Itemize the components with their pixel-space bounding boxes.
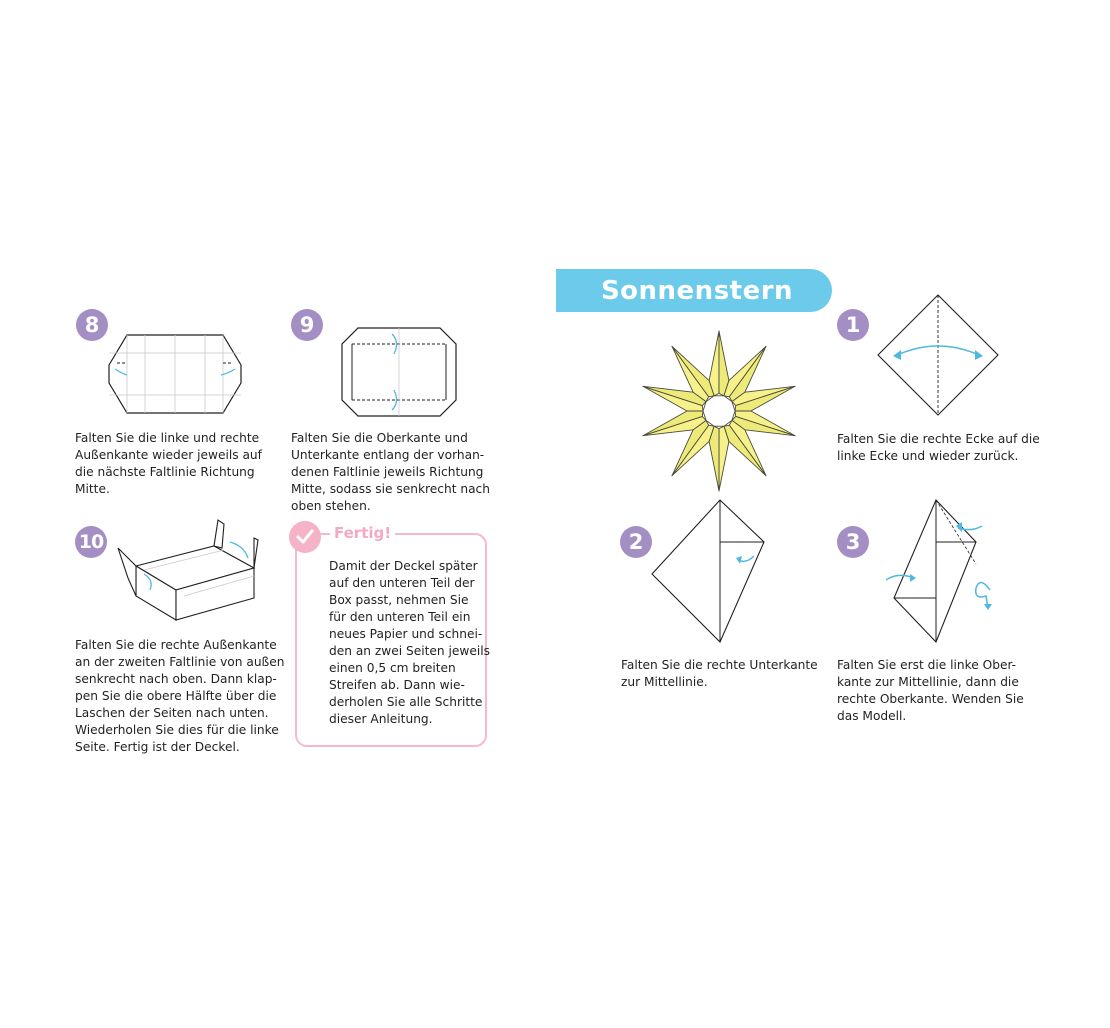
step-number-2: 2: [620, 526, 652, 558]
check-icon: [289, 521, 321, 553]
step-2-text: Falten Sie die rechte Unterkante zur Mittellinie.: [621, 658, 818, 689]
step-9-text: Falten Sie die Oberkante und Unterkante entlang der vorhan- denen Faltlinie jeweils Richtung Mitte, sodass sie senkrecht nach oben stehen.: [291, 431, 490, 513]
step-number-3: 3: [837, 526, 869, 558]
step-9-diagram: [340, 326, 460, 418]
fertig-text: Damit der Deckel später auf den unteren Teil der Box passt, nehmen Sie für den unteren Teil ein neues Papier und schnei- den an zwei Seiten jeweils einen 0,5 cm breiten Streifen ab. Dann wie- derholen Sie alle Schritte dieser Anleitung.: [329, 559, 490, 726]
star-ray-left: [719, 426, 729, 491]
step-1-diagram: [877, 294, 999, 416]
section-title-banner: Sonnenstern: [556, 269, 832, 312]
step-10-diagram: [114, 518, 260, 626]
step-number-8: 8: [76, 309, 108, 341]
step-number-9: 9: [291, 309, 323, 341]
fertig-title: Fertig!: [330, 524, 395, 542]
step-8-text: Falten Sie die linke und rechte Außenkante wieder jeweils auf die nächste Faltlinie Richtung Mitte.: [75, 431, 262, 496]
step-number-1: 1: [837, 309, 869, 341]
sonnenstern-star-image: [636, 330, 802, 492]
step-2-diagram: [650, 498, 766, 644]
step-3-diagram: [882, 498, 1008, 646]
step-8-diagram: [107, 333, 243, 415]
step-3-text: Falten Sie erst die linke Ober- kante zur Mittellinie, dann die rechte Oberkante. Wenden Sie das Modell.: [837, 658, 1024, 723]
step-1-text: Falten Sie die rechte Ecke auf die linke Ecke und wieder zurück.: [837, 432, 1040, 463]
step-number-10: 10: [75, 526, 107, 558]
step-10-text: Falten Sie die rechte Außenkante an der zweiten Faltlinie von außen senkrecht nach oben. Dann klap- pen Sie die obere Hälfte über die Laschen der Seiten nach unten. Wiederholen Sie dies für die linke Seite. Fertig ist der Deckel.: [75, 638, 285, 754]
